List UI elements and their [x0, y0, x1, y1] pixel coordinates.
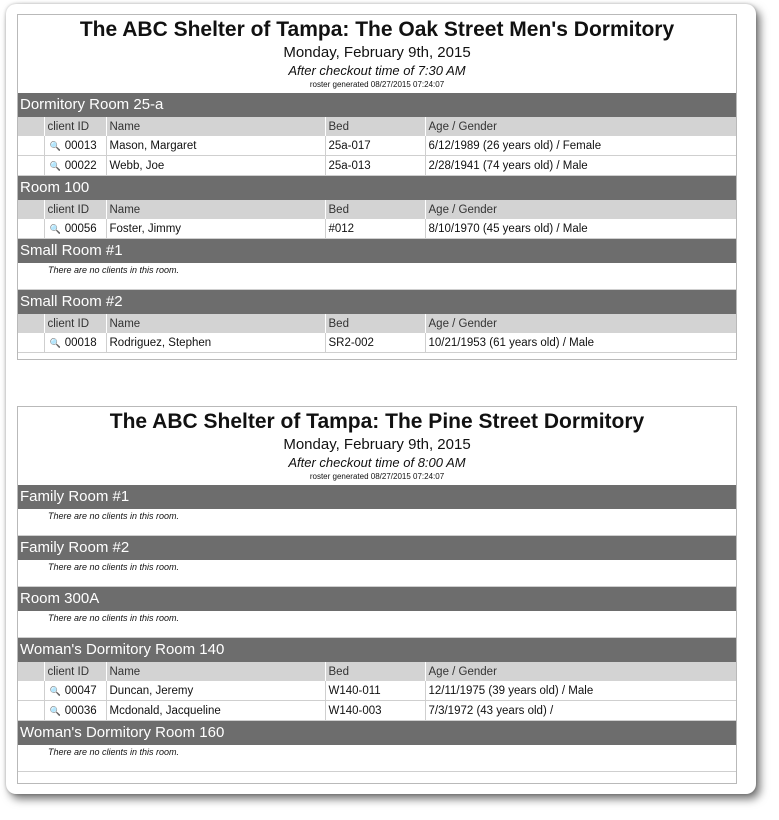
room-header: Woman's Dormitory Room 160 [18, 721, 736, 745]
col-age-gender: Age / Gender [425, 200, 736, 219]
magnifier-icon[interactable]: 🔍 [49, 705, 61, 716]
room-header: Family Room #1 [18, 485, 736, 509]
col-client-id: client ID [44, 200, 106, 219]
room-header: Small Room #2 [18, 290, 736, 314]
col-bed: Bed [325, 200, 425, 219]
generated-timestamp: roster generated 08/27/2015 07:24:07 [309, 472, 445, 481]
empty-room-message: There are no clients in this room. [18, 509, 736, 536]
col-age-gender: Age / Gender [425, 314, 736, 333]
row-spacer [18, 156, 44, 176]
table-header-row [18, 314, 736, 333]
col-client-id: client ID [44, 117, 106, 136]
empty-room-message: There are no clients in this room. [18, 263, 736, 290]
client-name: Rodriguez, Stephen [106, 333, 325, 353]
empty-room-message: There are no clients in this room. [18, 745, 736, 772]
client-id[interactable]: 00022 [64, 159, 97, 172]
client-name: Foster, Jimmy [106, 219, 325, 239]
row-spacer [18, 701, 44, 721]
col-name: Name [106, 314, 325, 333]
client-bed: W140-011 [325, 681, 425, 701]
col-spacer [18, 117, 44, 136]
checkout-time: After checkout time of 8:00 AM [288, 455, 466, 470]
client-id-cell[interactable] [44, 156, 106, 176]
client-id-cell[interactable] [44, 701, 106, 721]
col-bed: Bed [325, 314, 425, 333]
room-header: Room 300A [18, 587, 736, 611]
table-row [18, 156, 736, 176]
client-bed: 25a-017 [325, 136, 425, 156]
client-id-cell[interactable] [44, 136, 106, 156]
roster-pine-street [17, 406, 737, 784]
room-header: Small Room #1 [18, 239, 736, 263]
col-client-id: client ID [44, 314, 106, 333]
client-age-gender: 8/10/1970 (45 years old) / Male [425, 219, 736, 239]
client-table [18, 662, 736, 721]
client-bed: W140-003 [325, 701, 425, 721]
col-spacer [18, 314, 44, 333]
checkout-time: After checkout time of 7:30 AM [288, 63, 466, 78]
col-age-gender: Age / Gender [425, 662, 736, 681]
roster-date: Monday, February 9th, 2015 [283, 44, 471, 61]
client-id[interactable]: 00056 [64, 222, 97, 235]
col-spacer [18, 662, 44, 681]
magnifier-icon[interactable]: 🔍 [49, 160, 61, 171]
roster-header [18, 15, 736, 93]
room-header: Woman's Dormitory Room 140 [18, 638, 736, 662]
client-name: Mcdonald, Jacqueline [106, 701, 325, 721]
room-header: Dormitory Room 25-a [18, 93, 736, 117]
client-table [18, 314, 736, 353]
col-name: Name [106, 662, 325, 681]
roster-oak-street [17, 14, 737, 360]
table-row [18, 333, 736, 353]
client-id[interactable]: 00013 [64, 139, 97, 152]
client-table [18, 200, 736, 239]
empty-room-message: There are no clients in this room. [18, 560, 736, 587]
table-row [18, 681, 736, 701]
client-name: Webb, Joe [106, 156, 325, 176]
client-id[interactable]: 00047 [64, 684, 97, 697]
magnifier-icon[interactable]: 🔍 [49, 337, 61, 348]
col-name: Name [106, 117, 325, 136]
roster-title: The ABC Shelter of Tampa: The Pine Street Dormitory [109, 410, 645, 433]
client-bed: SR2-002 [325, 333, 425, 353]
client-name: Duncan, Jeremy [106, 681, 325, 701]
table-header-row [18, 200, 736, 219]
roster-header [18, 407, 736, 485]
table-row [18, 219, 736, 239]
client-age-gender: 12/11/1975 (39 years old) / Male [425, 681, 736, 701]
col-bed: Bed [325, 117, 425, 136]
client-id-cell[interactable] [44, 219, 106, 239]
room-header: Room 100 [18, 176, 736, 200]
roster-title: The ABC Shelter of Tampa: The Oak Street Men's Dormitory [79, 18, 675, 41]
client-id[interactable]: 00036 [64, 704, 97, 717]
table-row [18, 136, 736, 156]
client-age-gender: 6/12/1989 (26 years old) / Female [425, 136, 736, 156]
room-header: Family Room #2 [18, 536, 736, 560]
client-id-cell[interactable] [44, 681, 106, 701]
row-spacer [18, 136, 44, 156]
empty-room-message: There are no clients in this room. [18, 611, 736, 638]
magnifier-icon[interactable]: 🔍 [49, 140, 61, 151]
magnifier-icon[interactable]: 🔍 [49, 685, 61, 696]
client-table [18, 117, 736, 176]
table-header-row [18, 662, 736, 681]
col-bed: Bed [325, 662, 425, 681]
magnifier-icon[interactable]: 🔍 [49, 223, 61, 234]
client-id[interactable]: 00018 [64, 336, 97, 349]
row-spacer [18, 219, 44, 239]
client-age-gender: 2/28/1941 (74 years old) / Male [425, 156, 736, 176]
col-name: Name [106, 200, 325, 219]
roster-date: Monday, February 9th, 2015 [283, 436, 471, 453]
table-header-row [18, 117, 736, 136]
client-bed: #012 [325, 219, 425, 239]
client-age-gender: 10/21/1953 (61 years old) / Male [425, 333, 736, 353]
row-spacer [18, 681, 44, 701]
table-row [18, 701, 736, 721]
col-age-gender: Age / Gender [425, 117, 736, 136]
client-name: Mason, Margaret [106, 136, 325, 156]
col-spacer [18, 200, 44, 219]
client-age-gender: 7/3/1972 (43 years old) / [425, 701, 736, 721]
col-client-id: client ID [44, 662, 106, 681]
client-bed: 25a-013 [325, 156, 425, 176]
row-spacer [18, 333, 44, 353]
generated-timestamp: roster generated 08/27/2015 07:24:07 [309, 80, 445, 89]
client-id-cell[interactable] [44, 333, 106, 353]
